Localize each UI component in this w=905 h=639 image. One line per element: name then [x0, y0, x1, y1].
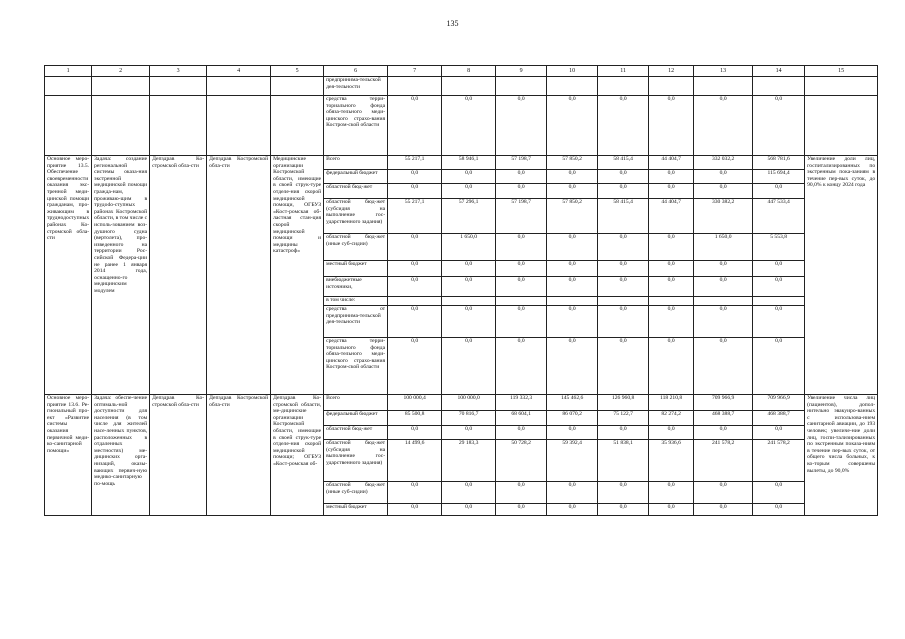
value-cell: 0,0	[496, 306, 547, 338]
funding-source: областной бюд-жет (субсидия на выполнение гос-ударственного задания)	[324, 440, 388, 482]
value-cell: 0,0	[694, 306, 753, 338]
value-cell: 0,0	[753, 338, 805, 395]
value-cell: 0,0	[649, 184, 694, 199]
funding-source: федеральный бюджет	[324, 170, 388, 184]
funding-source: местный бюджет	[324, 504, 388, 516]
value-cell: 0,0	[598, 482, 649, 504]
value-cell: 0,0	[598, 338, 649, 395]
funding-source: предпринима-тельской дея-тельности	[324, 77, 388, 96]
value-cell: 70 816,7	[442, 411, 496, 426]
value-cell: 0,0	[753, 482, 805, 504]
continuation-row	[45, 77, 878, 96]
column-number: 1	[45, 66, 92, 77]
value-cell: 0,0	[388, 504, 442, 516]
expected-result: Увеличение доли лиц, госпитализированных по экстренным пока-заниям в течение пер-вых суток, до 90,0% к концу 2024 года	[805, 156, 878, 395]
value-cell: 0,0	[496, 170, 547, 184]
value-cell: 0,0	[496, 96, 547, 156]
value-cell: 0,0	[388, 338, 442, 395]
value-cell: 0,0	[649, 234, 694, 261]
funding-source: федеральный бюджет	[324, 411, 388, 426]
value-cell: 0,0	[694, 504, 753, 516]
value-cell: 0,0	[442, 261, 496, 277]
value-cell	[598, 77, 649, 96]
value-cell: 0,0	[598, 306, 649, 338]
column-number: 10	[547, 66, 598, 77]
value-cell: 0,0	[442, 338, 496, 395]
value-cell: 0,0	[442, 277, 496, 297]
value-cell: 0,0	[496, 234, 547, 261]
funding-source: Всего	[324, 156, 388, 170]
value-cell: 0,0	[547, 184, 598, 199]
value-cell: 0,0	[598, 170, 649, 184]
value-cell	[442, 77, 496, 96]
value-cell: 0,0	[694, 338, 753, 395]
value-cell: 75 122,7	[598, 411, 649, 426]
value-cell: 35 936,6	[649, 440, 694, 482]
funding-source: в том числе:	[324, 297, 388, 306]
value-cell: 0,0	[388, 184, 442, 199]
empty-cell	[207, 77, 271, 96]
empty-cell	[150, 96, 207, 156]
value-cell: 0,0	[753, 277, 805, 297]
value-cell: 50 728,2	[496, 440, 547, 482]
funding-row	[45, 156, 878, 170]
value-cell: 115 694,4	[753, 170, 805, 184]
value-cell: 0,0	[496, 504, 547, 516]
page-number: 135	[446, 19, 459, 28]
funding-source: Всего	[324, 395, 388, 411]
value-cell	[388, 77, 442, 96]
value-cell: 55 217,1	[388, 156, 442, 170]
value-cell: 57 850,2	[547, 199, 598, 234]
column-number: 8	[442, 66, 496, 77]
value-cell: 0,0	[547, 504, 598, 516]
value-cell: 0,0	[753, 184, 805, 199]
value-cell: 0,0	[598, 234, 649, 261]
value-cell: 0,0	[388, 306, 442, 338]
funding-source: внебюджетные источники,	[324, 277, 388, 297]
value-cell: 0,0	[547, 96, 598, 156]
value-cell: 0,0	[547, 338, 598, 395]
value-cell: 0,0	[649, 482, 694, 504]
value-cell	[496, 77, 547, 96]
value-cell: 86 070,2	[547, 411, 598, 426]
value-cell: 0,0	[388, 426, 442, 440]
value-cell: 0,0	[496, 426, 547, 440]
value-cell: 0,0	[598, 426, 649, 440]
funding-source: областной бюд-жет	[324, 184, 388, 199]
value-cell: 0,0	[496, 277, 547, 297]
value-cell	[649, 77, 694, 96]
value-cell: 0,0	[388, 96, 442, 156]
column-number: 7	[388, 66, 442, 77]
value-cell: 0,0	[753, 504, 805, 516]
funding-source: местный бюджет	[324, 261, 388, 277]
measure-c4: Депздрав Костромской обла-сти	[207, 156, 271, 395]
value-cell	[598, 297, 649, 306]
value-cell: 0,0	[753, 426, 805, 440]
value-cell: 447 533,4	[753, 199, 805, 234]
value-cell	[753, 297, 805, 306]
value-cell: 0,0	[496, 261, 547, 277]
value-cell	[442, 297, 496, 306]
value-cell	[694, 77, 753, 96]
measure-c3: Депздрав Ко-стромской обла-сти	[150, 156, 207, 395]
value-cell: 55 217,1	[388, 199, 442, 234]
value-cell	[547, 297, 598, 306]
empty-cell	[92, 96, 150, 156]
value-cell: 44 404,7	[649, 199, 694, 234]
continuation-row	[45, 96, 878, 156]
value-cell: 0,0	[547, 277, 598, 297]
measure-c2: Задача: обеспе-чение оптималь-ной доступности для населения (в том числе для жителей насе-ленных пунктов, расположенных в отдаленных местностях) ме-дицинских орга-низаций, оказы-вающих первич-ную медико-санитарную по-мощь	[92, 395, 150, 516]
measure-c4: Депздрав Костромской обла-сти	[207, 395, 271, 516]
value-cell: 0,0	[496, 338, 547, 395]
column-number: 3	[150, 66, 207, 77]
value-cell	[694, 297, 753, 306]
funding-source: средства терри-ториального фонда обяза-тельного меди-цинского страхо-вания Костром-ской области	[324, 338, 388, 395]
value-cell: 0,0	[442, 96, 496, 156]
value-cell: 241 578,2	[753, 440, 805, 482]
value-cell: 0,0	[694, 426, 753, 440]
value-cell: 0,0	[649, 504, 694, 516]
value-cell: 0,0	[442, 184, 496, 199]
value-cell: 468 388,7	[694, 411, 753, 426]
funding-source: областной бюд-жет (иные суб-сидии)	[324, 234, 388, 261]
empty-cell	[45, 77, 92, 96]
value-cell: 0,0	[694, 184, 753, 199]
value-cell: 0,0	[753, 96, 805, 156]
value-cell: 332 032,2	[694, 156, 753, 170]
column-number: 2	[92, 66, 150, 77]
funding-source: областной бюд-жет (иные суб-сидии)	[324, 482, 388, 504]
value-cell: 468 388,7	[753, 411, 805, 426]
value-cell: 14 499,6	[388, 440, 442, 482]
value-cell: 0,0	[694, 482, 753, 504]
value-cell: 0,0	[598, 261, 649, 277]
funding-source: средства от предпринима-тельской дея-тельности	[324, 306, 388, 338]
value-cell: 0,0	[649, 306, 694, 338]
funding-row	[45, 395, 878, 411]
column-number-row	[45, 66, 878, 77]
column-number: 14	[753, 66, 805, 77]
funding-source: областной бюд-жет	[324, 426, 388, 440]
budget-table	[44, 65, 878, 516]
value-cell: 0,0	[442, 170, 496, 184]
value-cell: 0,0	[649, 170, 694, 184]
value-cell: 44 404,7	[649, 156, 694, 170]
empty-cell	[150, 77, 207, 96]
measure-c3: Депздрав Ко-стромской обла-сти	[150, 395, 207, 516]
column-number: 11	[598, 66, 649, 77]
value-cell: 100 000,0	[442, 395, 496, 411]
value-cell: 85 500,8	[388, 411, 442, 426]
value-cell: 0,0	[649, 426, 694, 440]
value-cell: 0,0	[649, 338, 694, 395]
value-cell: 1 650,0	[442, 234, 496, 261]
value-cell: 0,0	[547, 482, 598, 504]
value-cell	[547, 77, 598, 96]
value-cell: 119 332,3	[496, 395, 547, 411]
value-cell: 0,0	[753, 306, 805, 338]
value-cell: 51 838,1	[598, 440, 649, 482]
value-cell: 0,0	[547, 170, 598, 184]
value-cell: 241 578,2	[694, 440, 753, 482]
value-cell: 568 781,6	[753, 156, 805, 170]
value-cell: 0,0	[598, 184, 649, 199]
value-cell: 57 296,1	[442, 199, 496, 234]
funding-source: областной бюд-жет (субсидия на выполнение гос-ударственного задания)	[324, 199, 388, 234]
value-cell: 145 462,6	[547, 395, 598, 411]
measure-c5: Медицинские организации Костромской области, имеющие в своей струк-туре отделе-ния скорой медицинской помощи, ОГБУЗ «Кост-ромская об-ластная стан-ция скорой медицинской помощи и медицины катастроф»	[271, 156, 324, 395]
value-cell: 0,0	[598, 504, 649, 516]
value-cell: 0,0	[649, 277, 694, 297]
value-cell: 0,0	[598, 96, 649, 156]
empty-cell	[92, 77, 150, 96]
value-cell: 0,0	[442, 426, 496, 440]
empty-cell	[207, 96, 271, 156]
value-cell: 0,0	[388, 170, 442, 184]
value-cell: 58 946,1	[442, 156, 496, 170]
value-cell: 68 604,1	[496, 411, 547, 426]
column-number: 4	[207, 66, 271, 77]
value-cell: 57 198,7	[496, 199, 547, 234]
column-number: 12	[649, 66, 694, 77]
value-cell: 0,0	[694, 261, 753, 277]
measure-c5: Депздрав Ко-стромской области, ме-дицинские организации Костромской области, имеющие в своей струк-туре отделе-ния скорой медицинской помощи; ОГБУЗ «Кост-ромская об-	[271, 395, 324, 516]
value-cell: 0,0	[753, 261, 805, 277]
value-cell: 1 650,0	[694, 234, 753, 261]
measure-c1: Основное меро-приятие 13.5. Обеспечение своевременности оказания экс-тренной меди-цинской помощи гражданам, про-живающим в труднодоступных районах Ко-стромской обла-сти	[45, 156, 92, 395]
empty-cell	[271, 96, 324, 156]
measure-c2: Задача: создание региональной системы оказа-ния экстренной медицинской помощи гражда-нам, проживаю-щим в трудоdo-ступных районах Костромской области, в том числе с исполь-зованием воз-душного судна (вертолета), про-изведенного на территории Рос-сийской Федера-ции не ранее 1 января 2014 года, оснащенно-го медицинским модулем	[92, 156, 150, 395]
empty-cell	[45, 96, 92, 156]
value-cell: 0,0	[442, 482, 496, 504]
value-cell: 709 966,9	[753, 395, 805, 411]
value-cell: 0,0	[547, 426, 598, 440]
empty-cell	[271, 77, 324, 96]
value-cell	[753, 77, 805, 96]
column-number: 6	[324, 66, 388, 77]
value-cell: 126 960,8	[598, 395, 649, 411]
expected-result: Увеличение числа лиц (пациентов), допол-нительно эвакуиро-ванных с использова-нием санитарной авиации, до 193 человек; увеличе-ние доли лиц, госпи-тализированных по экстренным показа-ниям в течение пер-вых суток, от общего числа больных, к ко-торым совершены вылеты, до 90,0%	[805, 395, 878, 516]
value-cell: 0,0	[694, 96, 753, 156]
value-cell: 0,0	[442, 504, 496, 516]
value-cell: 57 198,7	[496, 156, 547, 170]
funding-source: средства терри-ториального фонда обяза-тельного меди-цинского страхо-вания Костром-ской области	[324, 96, 388, 156]
value-cell: 709 966,9	[694, 395, 753, 411]
value-cell: 0,0	[496, 184, 547, 199]
value-cell: 0,0	[649, 261, 694, 277]
value-cell: 0,0	[388, 234, 442, 261]
value-cell: 58 415,4	[598, 156, 649, 170]
value-cell: 5 553,8	[753, 234, 805, 261]
value-cell: 0,0	[547, 306, 598, 338]
value-cell: 0,0	[388, 261, 442, 277]
value-cell: 0,0	[388, 277, 442, 297]
value-cell	[649, 297, 694, 306]
value-cell: 0,0	[598, 277, 649, 297]
value-cell: 0,0	[694, 277, 753, 297]
value-cell: 118 210,8	[649, 395, 694, 411]
value-cell: 82 274,2	[649, 411, 694, 426]
value-cell	[388, 297, 442, 306]
value-cell: 100 000,4	[388, 395, 442, 411]
column-number: 5	[271, 66, 324, 77]
value-cell: 29 183,3	[442, 440, 496, 482]
value-cell: 0,0	[388, 482, 442, 504]
empty-cell	[805, 77, 878, 96]
value-cell: 57 850,2	[547, 156, 598, 170]
column-number: 9	[496, 66, 547, 77]
value-cell: 0,0	[694, 170, 753, 184]
value-cell: 0,0	[649, 96, 694, 156]
value-cell: 0,0	[496, 482, 547, 504]
value-cell: 0,0	[547, 234, 598, 261]
value-cell: 0,0	[442, 306, 496, 338]
value-cell: 59 392,4	[547, 440, 598, 482]
measure-c1: Основное меро-приятие 13.6. Ре-гиональный про-ект «Развитие системы оказания первичной меди-ко-санитарной помощи»	[45, 395, 92, 516]
value-cell: 58 415,4	[598, 199, 649, 234]
value-cell	[496, 297, 547, 306]
empty-cell	[805, 96, 878, 156]
column-number: 15	[805, 66, 878, 77]
value-cell: 0,0	[547, 261, 598, 277]
column-number: 13	[694, 66, 753, 77]
value-cell: 330 382,2	[694, 199, 753, 234]
